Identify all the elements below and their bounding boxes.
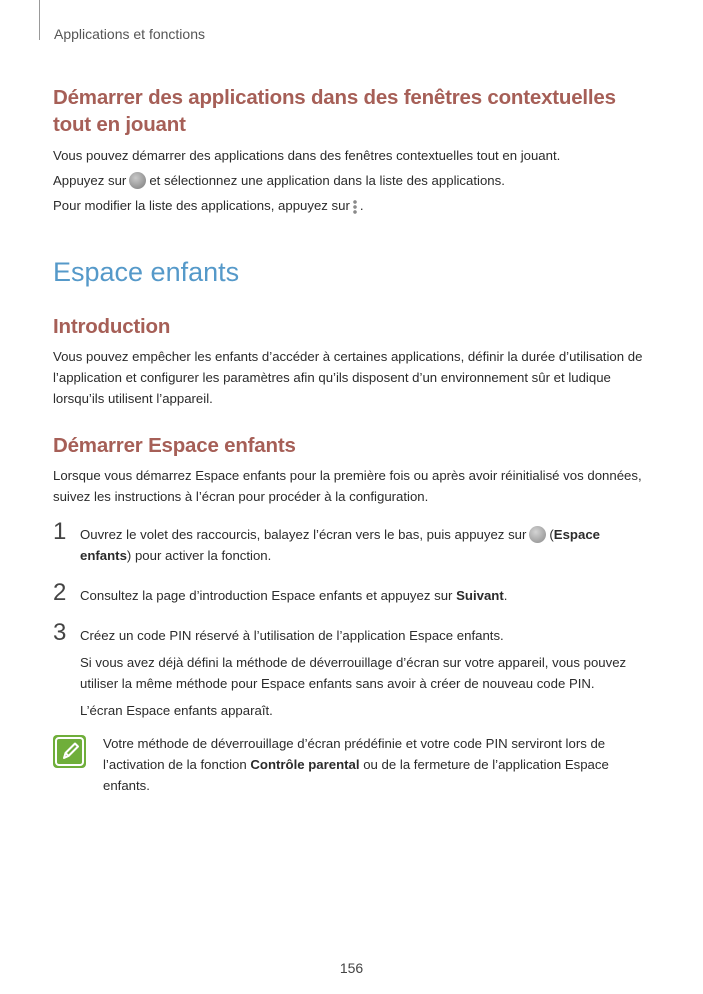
step-number: 1 [53, 518, 67, 545]
step-text: Créez un code PIN réservé à l’utilisation de l’application Espace enfants. [80, 628, 504, 643]
popup-apps-paragraph-1: Vous pouvez démarrer des applications dans des fenêtres contextuelles tout en jouant. [53, 148, 561, 163]
start-kids-space-heading: Démarrer Espace enfants [53, 434, 296, 457]
pencil-glyph [53, 735, 86, 768]
step-number: 2 [53, 579, 67, 606]
kids-space-label: Espace enfants [80, 527, 600, 563]
start-kids-space-paragraph: Lorsque vous démarrez Espace enfants pour la première fois ou après avoir réinitialisé vos données, suivez les instructions à l’écran pour procéder à la configuration. [53, 468, 642, 504]
parental-control-label: Contrôle parental [250, 757, 360, 772]
step-subtext: L’écran Espace enfants apparaît. [80, 703, 273, 718]
introduction-heading: Introduction [53, 315, 171, 338]
step-text: Ouvrez le volet des raccourcis, balayez l’écran vers le bas, puis appuyez sur (Espace enfants) pour activer la fonction. [80, 527, 600, 563]
note-text: Votre méthode de déverrouillage d’écran prédéfinie et votre code PIN serviront lors de l’activation de la fonction Contrôle parental ou de la fermeture de l’application Espace enfants. [103, 736, 609, 793]
kids-space-title: Espace enfants [53, 257, 240, 287]
step-number: 3 [53, 619, 67, 646]
step-1 [53, 518, 653, 566]
game-tools-icon [129, 172, 146, 189]
more-options-icon [352, 197, 358, 214]
page-content [53, 84, 653, 796]
next-label: Suivant [456, 588, 504, 603]
header-divider [39, 0, 40, 40]
step-subtext: Si vous avez déjà défini la méthode de déverrouillage d’écran sur votre appareil, vous pouvez utiliser la même méthode pour Espace enfants sans avoir à créer de nouveau code PIN. [80, 655, 627, 691]
step-2 [53, 579, 653, 606]
kids-space-icon [529, 526, 546, 543]
popup-apps-paragraph-2: Appuyez sur et sélectionnez une application dans la liste des applications. [53, 173, 505, 188]
step-3 [53, 619, 653, 721]
page-number: 156 [339, 960, 364, 976]
running-header: Applications et fonctions [54, 26, 205, 42]
note-box [53, 733, 653, 796]
popup-apps-heading: Démarrer des applications dans des fenêtres contextuelles tout en jouant [53, 86, 616, 136]
popup-apps-paragraph-3: Pour modifier la liste des applications, appuyez sur . [53, 198, 364, 213]
step-text: Consultez la page d’introduction Espace enfants et appuyez sur Suivant. [80, 588, 508, 603]
introduction-paragraph: Vous pouvez empêcher les enfants d’accéder à certaines applications, définir la durée d’utilisation de l’application et configurer les paramètres afin qu’ils disposent d’un environnement sûr et ludique lorsqu’ils utilisent l’appareil. [53, 349, 643, 406]
note-pencil-icon [53, 735, 86, 768]
